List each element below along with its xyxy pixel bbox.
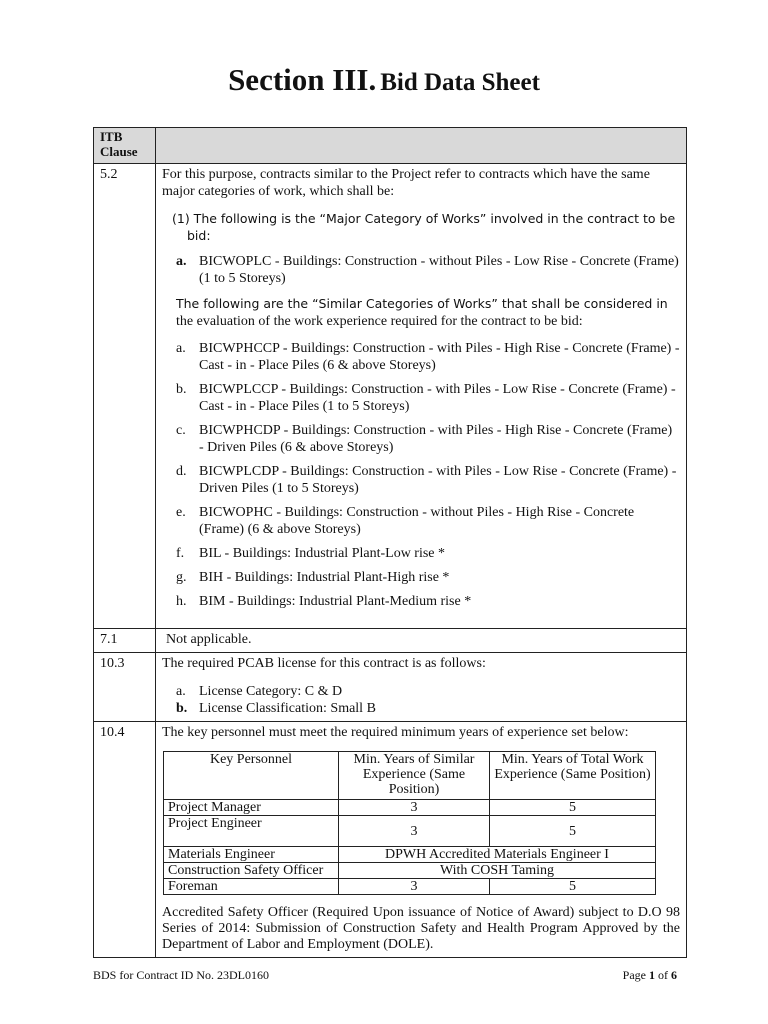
- total-years: 5: [490, 879, 656, 895]
- clause-number: 10.3: [94, 653, 156, 722]
- page-title: [0, 62, 768, 98]
- key-personnel-table: [163, 751, 656, 895]
- page-prefix: Page: [622, 968, 649, 982]
- key-personnel-header-row: [164, 752, 656, 800]
- clause-number: 5.2: [94, 164, 156, 629]
- clause-body: [156, 722, 687, 958]
- item-label: a.: [176, 341, 186, 356]
- item-text: BICWPLCCP - Buildings: Construction - with Piles - Low Rise - Concrete (Frame) - Cast - in - Place Piles (1 to 5 Storeys): [199, 382, 676, 414]
- list-item: [176, 340, 680, 374]
- clause-intro: The required PCAB license for this contract is as follows:: [162, 656, 486, 671]
- item-text: BIH - Buildings: Industrial Plant-High rise *: [199, 570, 450, 585]
- total-years: 5: [490, 800, 656, 816]
- list-item: [176, 381, 680, 415]
- clause-intro: The key personnel must meet the required minimum years of experience set below:: [162, 725, 629, 740]
- row-clause-10-3: [94, 653, 687, 722]
- header-key-personnel: Key Personnel: [164, 752, 339, 800]
- table-row: [164, 879, 656, 895]
- header-total-experience: Min. Years of Total Work Experience (Same Position): [490, 752, 656, 800]
- merged-requirement: With COSH Taming: [339, 863, 656, 879]
- header-similar-experience: Min. Years of Similar Experience (Same Position): [339, 752, 490, 800]
- list-item: [176, 545, 680, 562]
- similar-years: 3: [339, 816, 490, 847]
- bid-data-table: [93, 127, 687, 958]
- similar-list: [176, 340, 680, 610]
- item-text: BIM - Buildings: Industrial Plant-Medium rise *: [199, 594, 472, 609]
- list-item: [176, 422, 680, 456]
- footer-contract-id: BDS for Contract ID No. 23DL0160: [93, 968, 269, 982]
- item-label: b.: [176, 701, 188, 716]
- similar-heading: [176, 295, 680, 330]
- item-label: a.: [176, 684, 186, 699]
- item-text: BICWPHCDP - Buildings: Construction - with Piles - High Rise - Concrete (Frame) - Driven Piles (6 & above Storeys): [199, 423, 673, 455]
- item-label: d.: [176, 464, 187, 479]
- table-row: [164, 863, 656, 879]
- personnel-position: Project Manager: [164, 800, 339, 816]
- page-current: 1: [649, 968, 655, 982]
- row-clause-10-4: [94, 722, 687, 958]
- item-label: a.: [176, 254, 187, 269]
- clause-number: 10.4: [94, 722, 156, 958]
- item-text: BIL - Buildings: Industrial Plant-Low rise *: [199, 546, 446, 561]
- list-item: [176, 593, 680, 610]
- list-item: [176, 463, 680, 497]
- clause-body: [156, 629, 687, 653]
- similar-heading-sans: The following are the “Similar Categories of Works” that shall be considered in: [176, 296, 668, 311]
- total-years: 5: [490, 816, 656, 847]
- license-list: [176, 683, 680, 717]
- personnel-position: Construction Safety Officer: [164, 863, 339, 879]
- item-text: License Classification: Small B: [199, 701, 376, 716]
- clause-body: [156, 164, 687, 629]
- table-header-row: [94, 128, 687, 164]
- item-label: c.: [176, 423, 186, 438]
- personnel-position: Project Engineer: [164, 816, 339, 847]
- page-total: 6: [671, 968, 677, 982]
- header-itb-clause: ITB Clause: [94, 128, 156, 164]
- header-blank: [156, 128, 687, 164]
- similar-years: 3: [339, 800, 490, 816]
- list-item: [176, 700, 680, 717]
- item-label: f.: [176, 546, 185, 561]
- item-text: BICWOPLC - Buildings: Construction - without Piles - Low Rise - Concrete (Frame) (1 to 5 Storeys): [199, 254, 679, 286]
- clause-number: 7.1: [94, 629, 156, 653]
- table-row: [164, 816, 656, 847]
- item-text: License Category: C & D: [199, 684, 343, 699]
- similar-heading-rest: the evaluation of the work experience required for the contract to be bid:: [176, 314, 583, 329]
- row-clause-7-1: [94, 629, 687, 653]
- merged-requirement: DPWH Accredited Materials Engineer I: [339, 847, 656, 863]
- list-item: [176, 683, 680, 700]
- item-label: e.: [176, 505, 186, 520]
- item-label: g.: [176, 570, 187, 585]
- table-row: [164, 847, 656, 863]
- title-name: Bid Data Sheet: [380, 69, 540, 96]
- item-label: b.: [176, 382, 187, 397]
- clause-intro: For this purpose, contracts similar to the Project refer to contracts which have the same major categories of work, which shall be:: [162, 167, 650, 199]
- list-item: [176, 504, 680, 538]
- safety-officer-note: Accredited Safety Officer (Required Upon issuance of Notice of Award) subject to D.O 98 Series of 2014: Submission of Construction Safety and Health Program Approved by the Department of Labor and Employment (DOLE).: [162, 905, 680, 952]
- major-list: [176, 253, 680, 287]
- item-text: BICWPHCCP - Buildings: Construction - with Piles - High Rise - Concrete (Frame) - Cast - in - Place Piles (6 & above Storeys): [199, 341, 680, 373]
- item-text: BICWOPHC - Buildings: Construction - without Piles - High Rise - Concrete (Frame) (6 & above Storeys): [199, 505, 635, 537]
- personnel-position: Materials Engineer: [164, 847, 339, 863]
- footer-page-number: [623, 968, 677, 983]
- list-item: [176, 569, 680, 586]
- clause-body: [156, 653, 687, 722]
- similar-years: 3: [339, 879, 490, 895]
- table-row: [164, 800, 656, 816]
- clause-text: Not applicable.: [166, 632, 252, 647]
- list-item: [176, 253, 680, 287]
- item-label: h.: [176, 594, 187, 609]
- title-section: Section III.: [228, 62, 377, 97]
- item-text: BICWPLCDP - Buildings: Construction - with Piles - Low Rise - Concrete (Frame) - Driven Piles (1 to 5 Storeys): [199, 464, 677, 496]
- row-clause-5-2: [94, 164, 687, 629]
- major-heading: (1) The following is the “Major Category of Works” involved in the contract to be bid:: [172, 211, 676, 243]
- personnel-position: Foreman: [164, 879, 339, 895]
- page-of: of: [655, 968, 671, 982]
